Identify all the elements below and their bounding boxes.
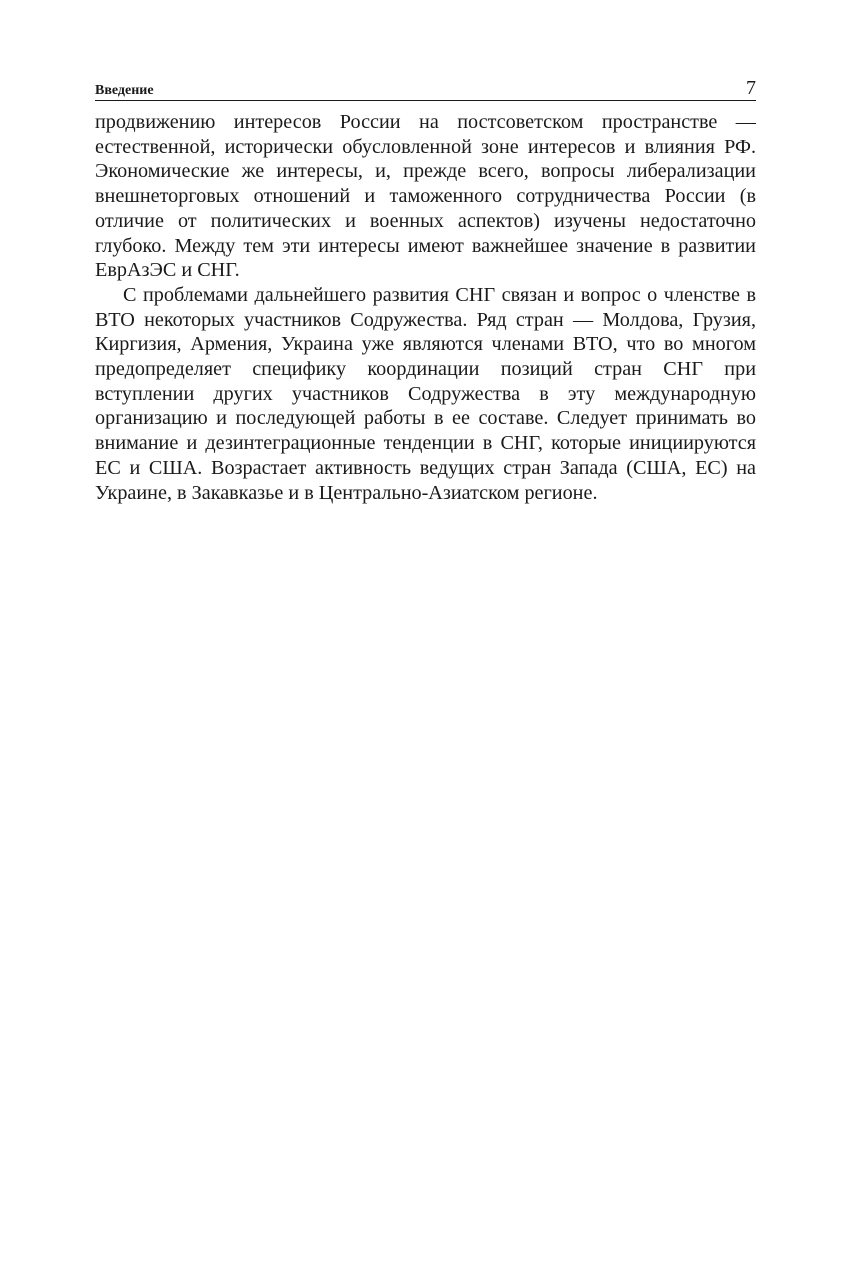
running-head: [95, 76, 756, 101]
page-number: 7: [746, 77, 756, 99]
paragraph-continued: продвижению интересов России на постсоветском пространстве — естественной, исторически обусловленной зоне интересов и влияния РФ. Экономические же интересы, и, прежде всего, вопросы либерализации внешнеторговых отношений и таможенного сотрудничества России (в отличие от политических и военных аспектов) изучены недостаточно глубоко. Между тем эти интересы имеют важнейшее значение в развитии ЕврАзЭС и СНГ.: [95, 111, 756, 282]
body-text: [95, 110, 756, 505]
book-page: [95, 76, 756, 505]
paragraph: С проблемами дальнейшего развития СНГ связан и вопрос о членстве в ВТО некоторых участников Содружества. Ряд стран — Молдова, Грузия, Киргизия, Армения, Украина уже являются членами ВТО, что во многом предопределяет специфику координации позиций стран СНГ при вступлении других участников Содружества в эту международную организацию и последующей работы в ее составе. Следует принимать во внимание и дезинтеграционные тенденции в СНГ, которые инициируются ЕС и США. Возрастает активность ведущих стран Запада (США, ЕС) на Украине, в Закавказье и в Центрально-Азиатском регионе.: [95, 283, 756, 504]
section-title: Введение: [95, 83, 154, 98]
